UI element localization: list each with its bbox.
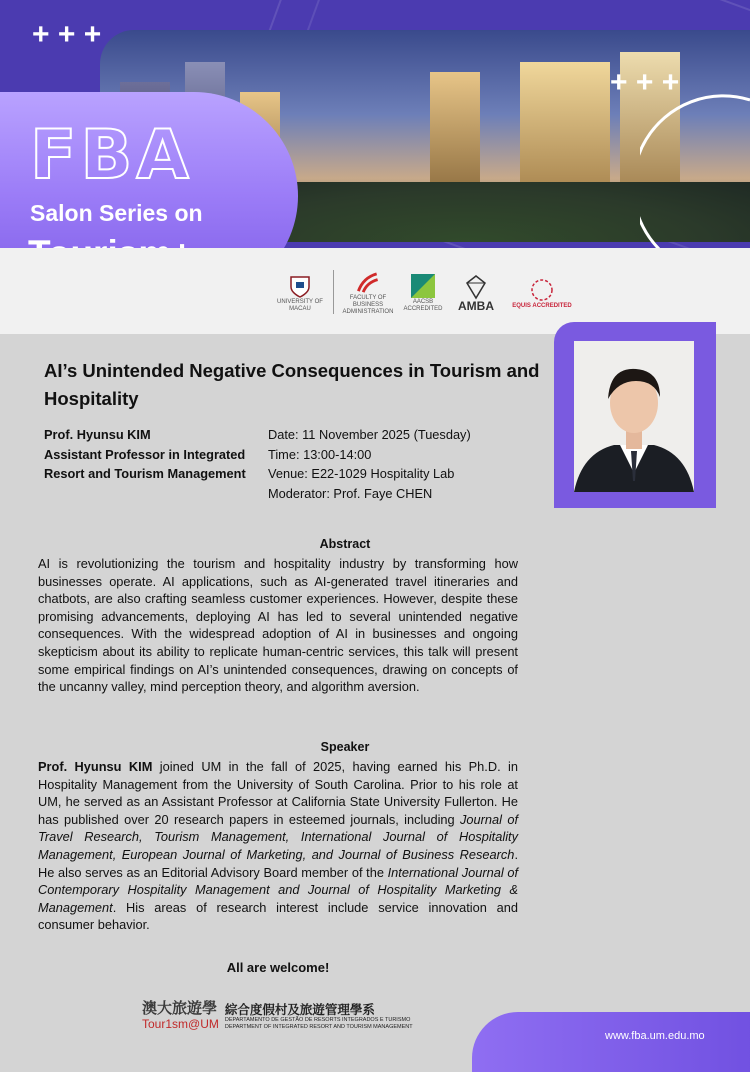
aacsb-icon xyxy=(410,273,436,299)
fba-logo: FBA xyxy=(30,116,193,195)
talk-title: AI’s Unintended Negative Consequences in Tourism and Hospitality xyxy=(44,360,540,409)
amba-logo: AMBA xyxy=(448,270,504,316)
speaker-bio-name: Prof. Hyunsu KIM xyxy=(38,759,153,774)
speaker-role: Assistant Professor in Integrated Resort and Tourism Management xyxy=(44,446,246,481)
diamond-icon xyxy=(463,274,489,300)
abstract-heading: Abstract xyxy=(319,537,371,551)
decor-plus: + + + xyxy=(610,66,680,99)
series-title: Salon Series on xyxy=(30,200,203,226)
journal-list: International Journal of Contemporary Hospitality Management and Journal of Hospitality Marketing & Management xyxy=(38,864,518,915)
abstract-text: AI is revolutionizing the tourism and hospitality industry by transforming how businesses operate. AI applications, such as AI-generated travel itineraries and chatbots, are also crafting seamless customer experiences. However, despite these promising advancements, deploying AI has led to several unintended negative consequences. With the widespread adoption of AI in businesses and ongoing skepticism about its ability to replicate human-centric services, this talk will present some empirical findings on AI’s unintended consequences, drawing on concepts of the uncanny valley, mind perception theory, and algorithm aversion. xyxy=(38,556,518,695)
footer-bar xyxy=(472,1012,750,1072)
speaker-bio: Prof. Hyunsu KIM joined UM in the fall of 2025, having earned his Ph.D. in Hospitality Management from the University of South Carolina. Prior to his role at UM, he served as an Assistant Professor at California State University Fullerton. He has published over 20 research papers in esteemed journals, including Journal of Travel Research, Tourism Management, International Journal of Hospitality Management, European Journal of Marketing, and Journal of Business Research. He also serves as an Editorial Advisory Board member of the International Journal of Contemporary Hospitality Management and Journal of Hospitality Marketing & Management. His areas of research interest include service innovation and consumer behavior. xyxy=(38,759,518,933)
journal-list: Journal of Travel Research, Tourism Management, International Journal of Hospitality Management, European Journal of Marketing, and Journal of Business Research xyxy=(38,811,518,862)
event-date: Date: 11 November 2025 (Tuesday) xyxy=(268,427,471,442)
welcome-note: All are welcome! xyxy=(226,960,330,975)
event-venue: Venue: E22-1029 Hospitality Lab xyxy=(268,466,455,481)
equis-icon xyxy=(529,277,555,303)
fba-wave-icon xyxy=(355,270,381,295)
website-url: www.fba.um.edu.mo xyxy=(605,1030,705,1042)
um-crest-icon xyxy=(287,273,313,299)
decor-arc xyxy=(640,90,750,248)
tourism-um-logo: 澳大旅遊學 Tour1sm@UM 綜合度假村及旅遊管理學系 DEPARTAMENTO DE GESTÃO DE RESORTS INTEGRADOS E TURISMO DEPARTMENT OF INTEGRATED RESORT AND TOURISM MANAGEMENT xyxy=(142,999,413,1031)
event-moderator: Moderator: Prof. Faye CHEN xyxy=(268,485,433,501)
speaker-portrait xyxy=(574,341,694,492)
speaker-name: Prof. Hyunsu KIM xyxy=(44,427,151,442)
speaker-info xyxy=(44,425,264,484)
decor-plus: + + + xyxy=(32,18,102,51)
speaker-heading: Speaker xyxy=(320,740,370,754)
divider xyxy=(333,270,334,314)
event-details xyxy=(268,425,528,503)
um-logo: UNIVERSITY OF MACAU xyxy=(276,270,324,316)
event-time: Time: 13:00-14:00 xyxy=(268,446,372,462)
equis-logo: EQUIS ACCREDITED xyxy=(512,270,572,316)
person-portrait-icon xyxy=(574,341,694,492)
aacsb-logo: AACSB ACCREDITED xyxy=(405,270,441,316)
fba-faculty-logo: FACULTY OF BUSINESS ADMINISTRATION xyxy=(340,270,396,316)
